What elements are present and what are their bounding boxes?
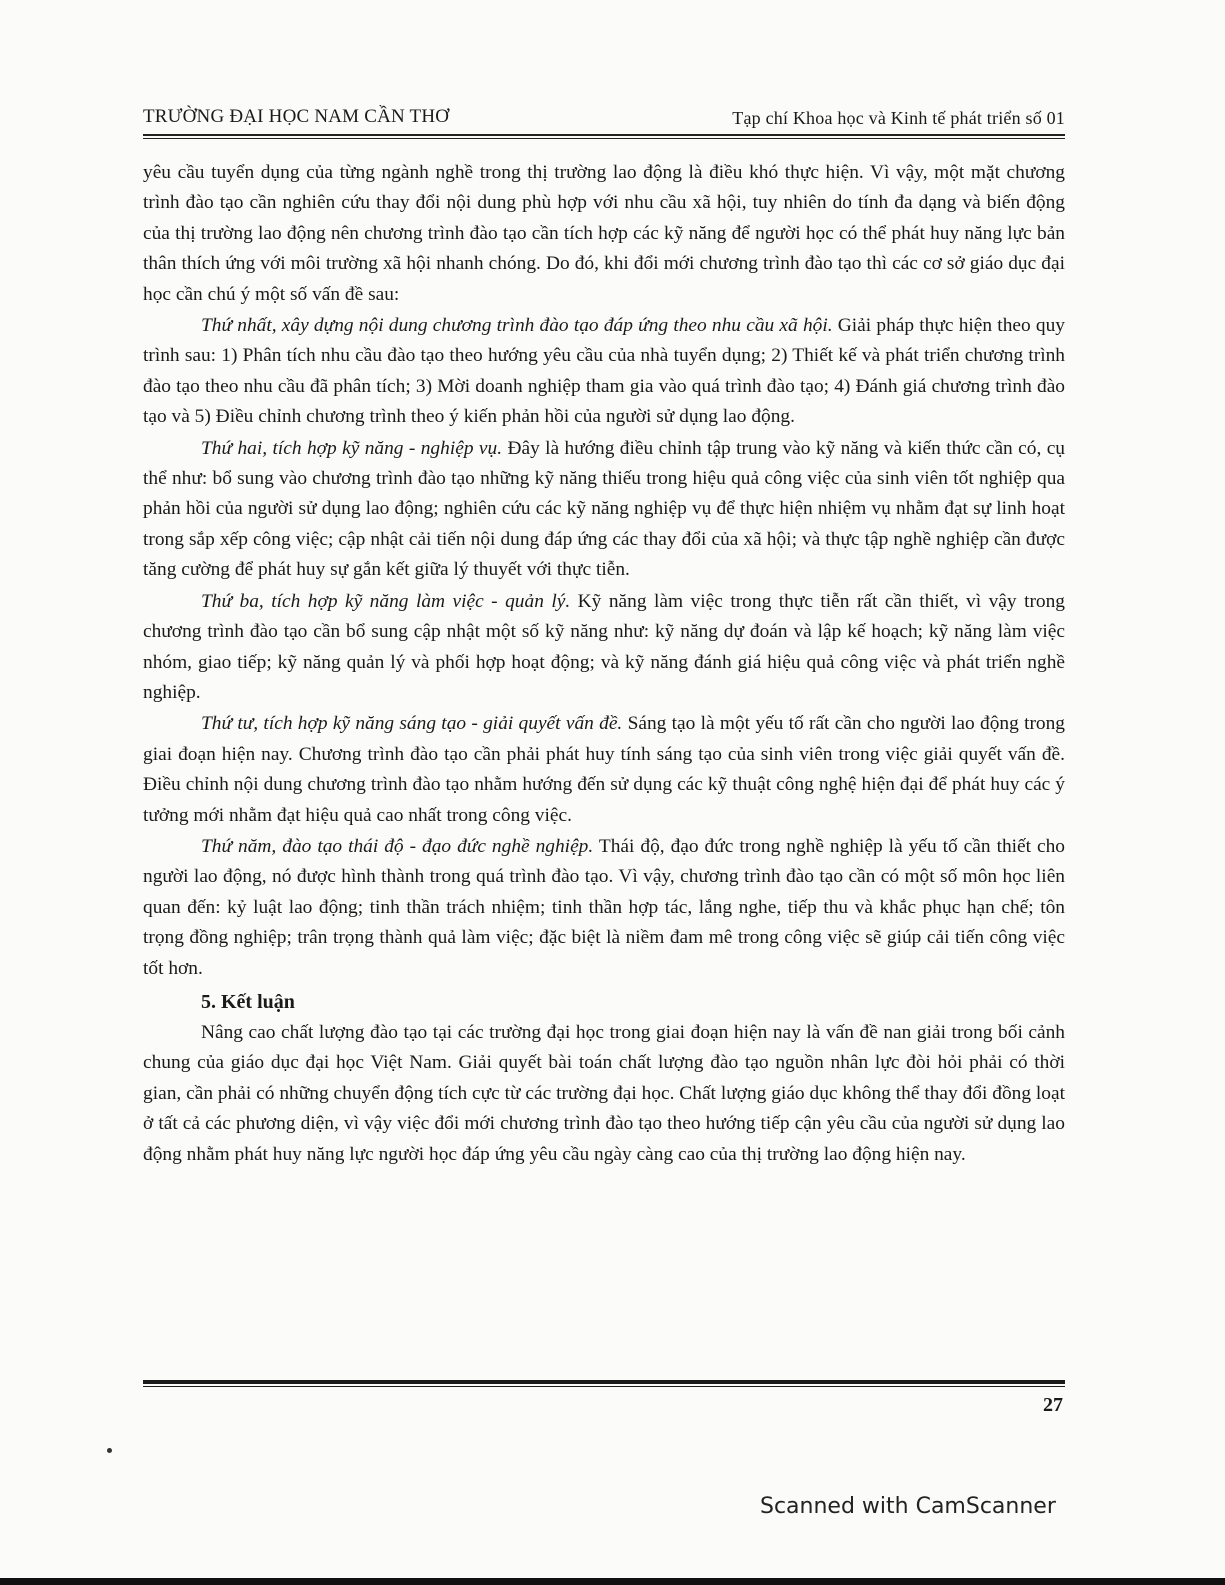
paragraph-second-point — [143, 434, 1065, 586]
scan-speck — [107, 1448, 112, 1453]
paragraph-lead: Thứ hai, tích hợp kỹ năng - nghiệp vụ. — [201, 437, 503, 459]
paragraph-first-point — [143, 311, 1065, 433]
paragraph-text: Giải pháp thực hiện theo quy trình sau: 1) Phân tích nhu cầu đào tạo theo hướng yêu cầu của nhà tuyển dụng; 2) Thiết kế và phát triển chương trình đào tạo theo nhu cầu đã phân tích; 3) Mời doanh nghiệp tham gia vào quá trình đào tạo; 4) Đánh giá chương trình đào tạo và 5) Điều chỉnh chương trình theo ý kiến phản hồi của người sử dụng lao động. — [143, 315, 1065, 428]
section-heading: 5. Kết luận — [201, 990, 295, 1013]
paragraph-text: Kỹ năng làm việc trong thực tiễn rất cần thiết, vì vậy trong chương trình đào tạo cần bổ sung cập nhật một số kỹ năng như: kỹ năng dự đoán và lập kế hoạch; kỹ năng làm việc nhóm, giao tiếp; kỹ năng quản lý và phối hợp hoạt động; và kỹ năng đánh giá hiệu quả công việc và phát triển nghề nghiệp. — [143, 590, 1065, 703]
paragraph-lead: Thứ nhất, xây dựng nội dung chương trình đào tạo đáp ứng theo nhu cầu xã hội. — [201, 315, 833, 337]
conclusion-paragraph: Nâng cao chất lượng đào tạo tại các trường đại học trong giai đoạn hiện nay là vấn đề nan giải trong bối cảnh chung của giáo dục đại học Việt Nam. Giải quyết bài toán chất lượng đào tạo nguồn nhân lực đòi hỏi phải có thời gian, cần phải có những chuyển động tích cực từ các trường đại học. Chất lượng giáo dục không thể thay đổi đồng loạt ở tất cả các phương diện, vì vậy việc đổi mới chương trình đào tạo theo hướng tiếp cận yêu cầu của người sử dụng lao động nhằm phát huy năng lực người học đáp ứng yêu cầu ngày càng cao của thị trường lao động hiện nay. — [143, 1021, 1065, 1165]
running-header — [143, 102, 1065, 132]
scan-bottom-edge — [0, 1578, 1225, 1585]
paragraph-lead: Thứ năm, đào tạo thái độ - đạo đức nghề nghiệp. — [201, 835, 594, 857]
header-institution: TRƯỜNG ĐẠI HỌC NAM CẦN THƠ — [143, 106, 450, 127]
paragraph-lead: Thứ tư, tích hợp kỹ năng sáng tạo - giải quyết vấn đề. — [201, 713, 623, 735]
footer-rule-thick — [143, 1380, 1065, 1384]
paragraph-text: yêu cầu tuyển dụng của từng ngành nghề trong thị trường lao động là điều khó thực hiện. Vì vậy, một mặt chương trình đào tạo cần nghiên cứu thay đổi nội dung phù hợp với nhu cầu xã hội, tuy nhiên do tính đa dạng và biến động của thị trường lao động nên chương trình đào tạo cần tích hợp các kỹ năng để người học có thể phát huy năng lực bản thân thích ứng với môi trường xã hội nhanh chóng. Do đó, khi đổi mới chương trình đào tạo thì các cơ sở giáo dục đại học cần chú ý một số vấn đề sau: — [143, 162, 1065, 305]
page-number: 27 — [1043, 1394, 1063, 1416]
paragraph-text: Thái độ, đạo đức trong nghề nghiệp là yếu tố cần thiết cho người lao động, nó được hình thành trong quá trình đào tạo. Vì vậy, chương trình đào tạo cần có một số môn học liên quan đến: kỷ luật lao động; tinh thần trách nhiệm; tinh thần hợp tác, lắng nghe, tiếp thu và khắc phục hạn chế; tôn trọng đồng nghiệp; trân trọng thành quả làm việc; đặc biệt là niềm đam mê trong công việc sẽ giúp cải tiến công việc tốt hơn. — [143, 835, 1066, 979]
paragraph-text: Đây là hướng điều chỉnh tập trung vào kỹ năng và kiến thức cần có, cụ thể như: bổ sung vào chương trình đào tạo những kỹ năng thiếu trong hiệu quả công việc của sinh viên tốt nghiệp qua phản hồi của người sử dụng lao động; nghiên cứu các kỹ năng nghiệp vụ để thực hiện nhiệm vụ nhằm đạt sự linh hoạt trong sắp xếp công việc; cập nhật cải tiến nội dung đáp ứng các thay đổi của xã hội; và thực tập nghề nghiệp cần được tăng cường để phát huy sự gắn kết giữa lý thuyết với thực tiễn. — [143, 437, 1065, 581]
article-body — [143, 158, 1065, 1171]
paragraph-third-point — [143, 587, 1065, 709]
scanner-watermark: Scanned with CamScanner — [760, 1494, 1056, 1519]
footer-rule-thin — [143, 1386, 1065, 1387]
paragraph-text: Sáng tạo là một yếu tố rất cần cho người lao động trong giai đoạn hiện nay. Chương trình đào tạo cần phải phát huy tính sáng tạo của sinh viên trong việc giải quyết vấn đề. Điều chỉnh nội dung chương trình đào tạo nhằm hướng đến sử dụng các kỹ thuật công nghệ hiện đại để phát huy các ý tưởng mới nhằm đạt hiệu quả cao nhất trong công việc. — [143, 713, 1065, 826]
paragraph-fifth-point — [143, 832, 1065, 984]
header-rule — [143, 134, 1065, 139]
paragraph-fourth-point — [143, 709, 1065, 831]
paragraph-lead: Thứ ba, tích hợp kỹ năng làm việc - quản lý. — [201, 590, 571, 612]
header-journal: Tạp chí Khoa học và Kinh tế phát triển số 01 — [732, 108, 1065, 128]
paragraph-continuation — [143, 158, 1065, 310]
footer-rule — [143, 1380, 1065, 1388]
